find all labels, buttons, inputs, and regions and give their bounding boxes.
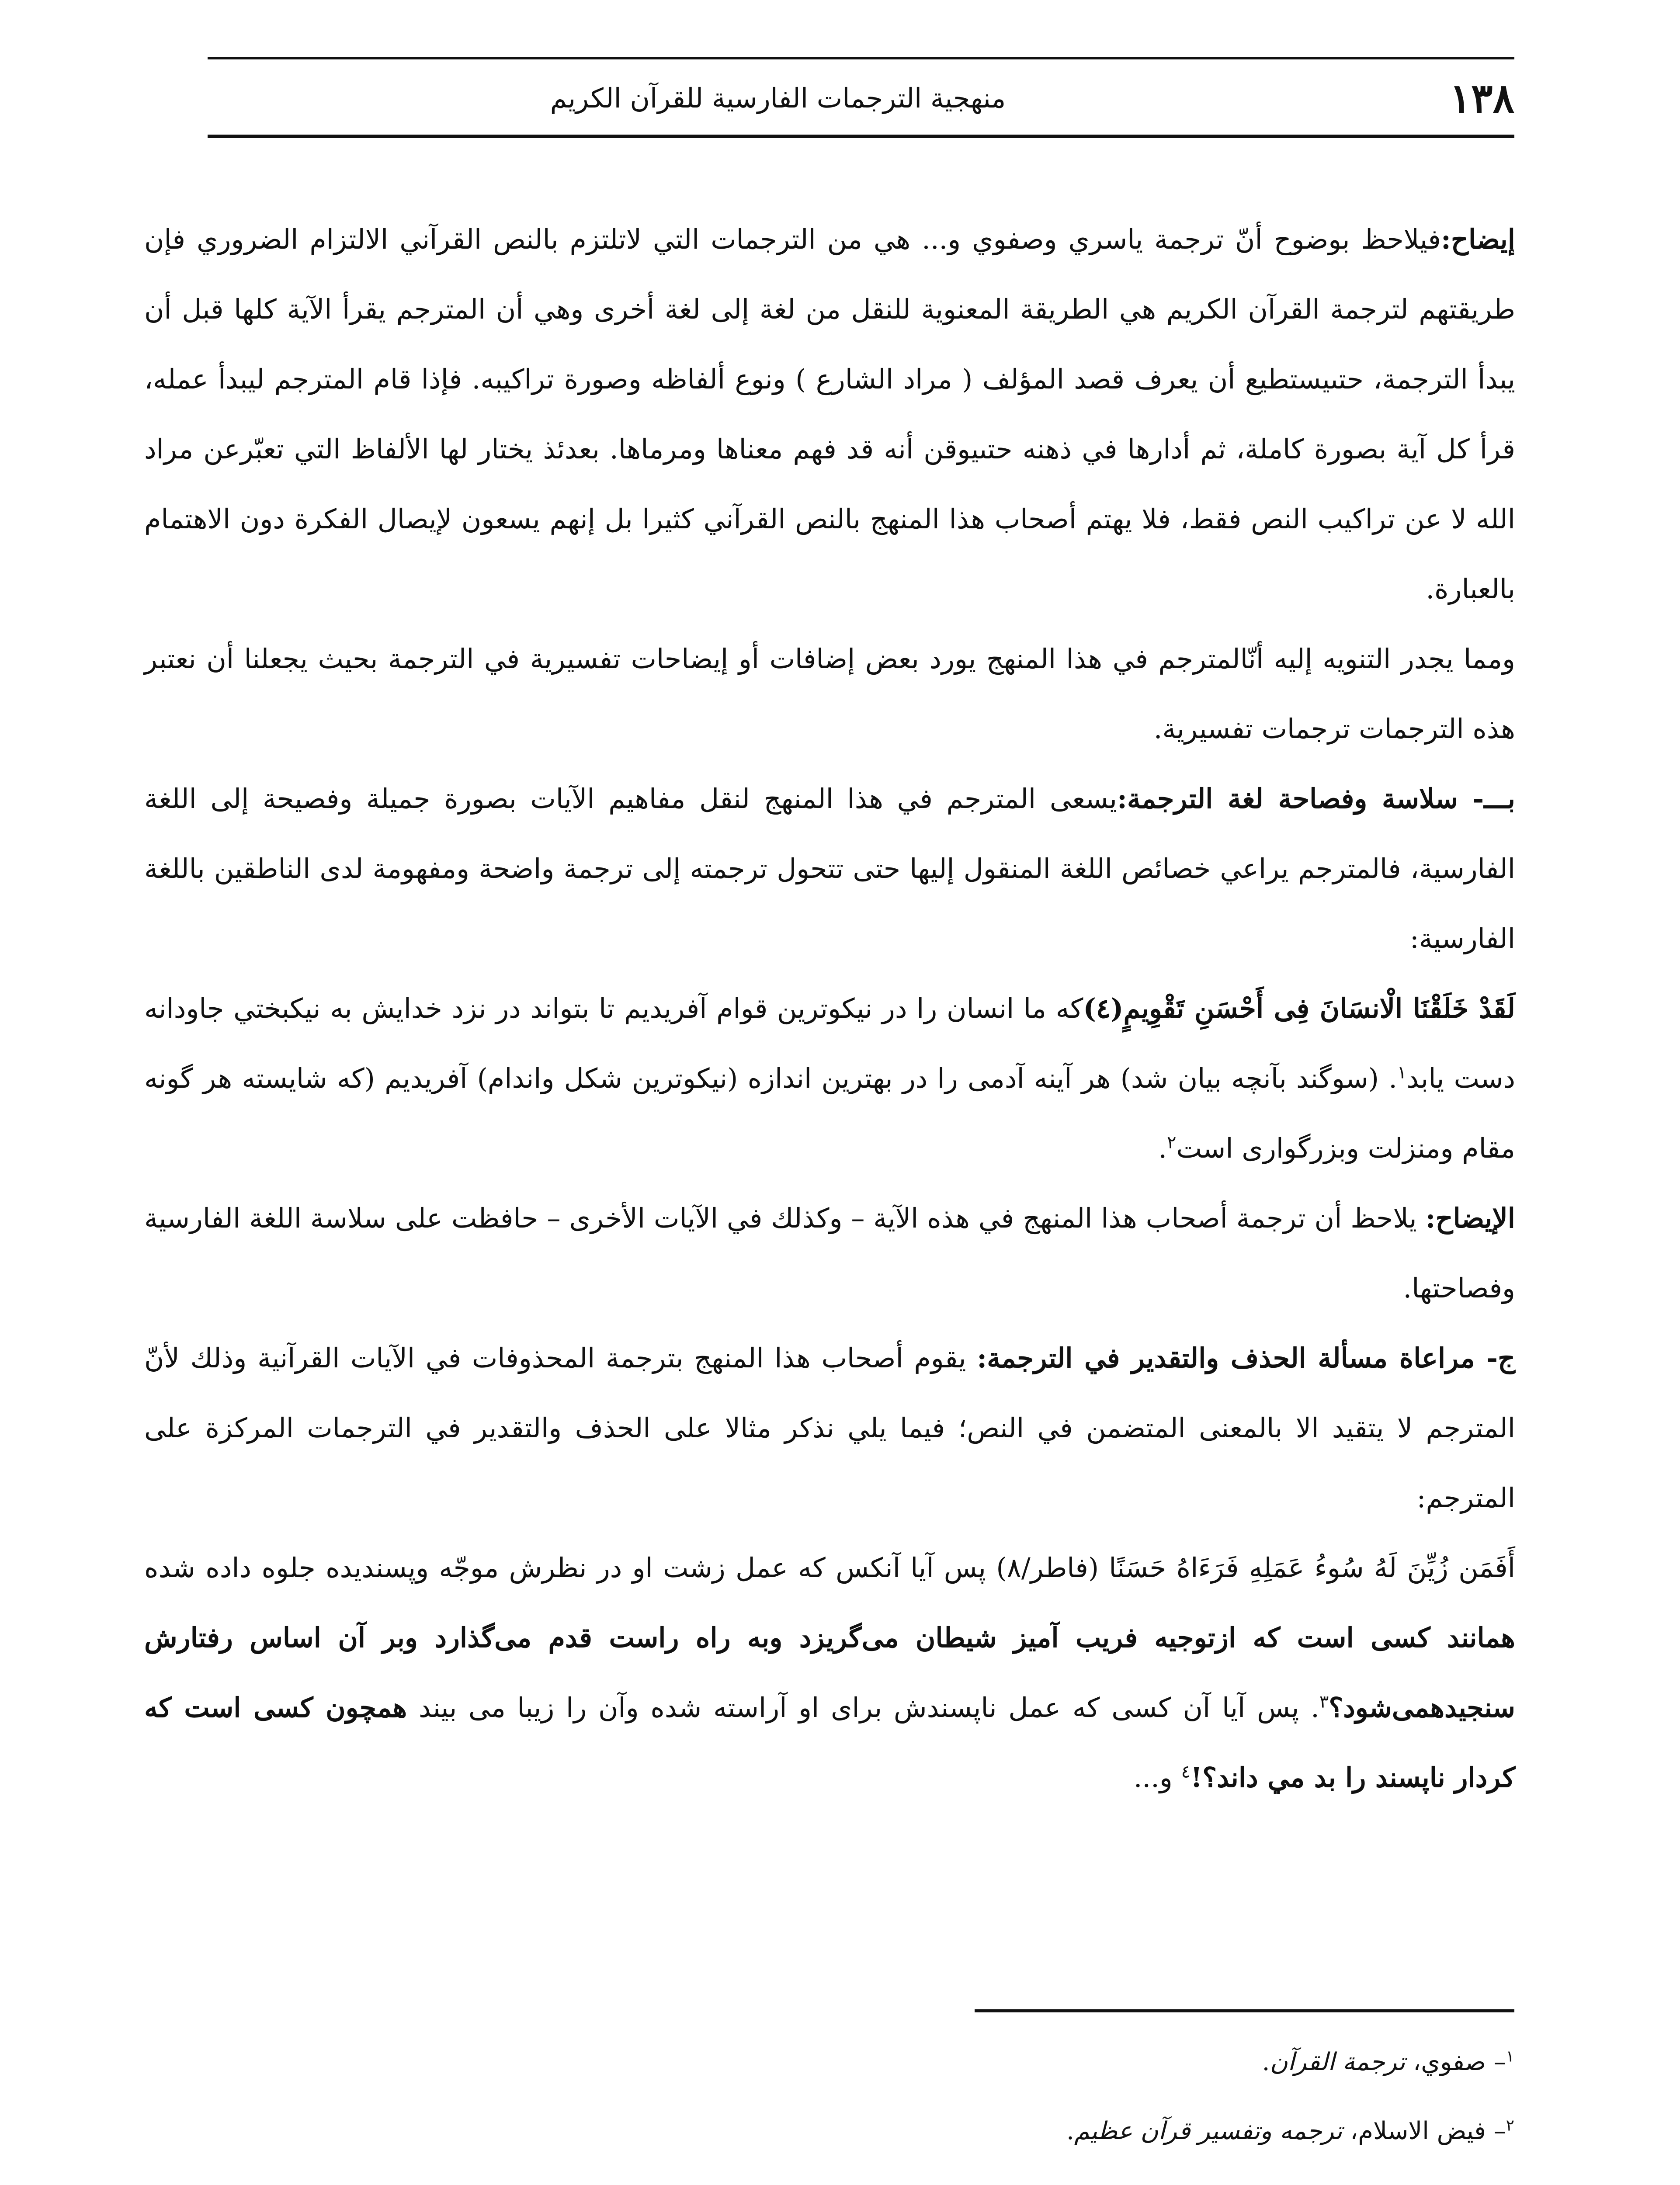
- footnote-author: – صفوي،: [1405, 2048, 1506, 2076]
- footnotes: [524, 2028, 1514, 2185]
- paragraph-explanation: [144, 205, 1515, 624]
- footnote-ref[interactable]: ٤: [1181, 1762, 1191, 1782]
- running-title: منهجية الترجمات الفارسية للقرآن الكريم: [550, 82, 1006, 114]
- paragraph-text: يقوم أصحاب هذا المنهج بترجمة المحذوفات في الآيات القرآنية وذلك لأنّ المترجم لا يتقيد الا بالمعنى المتضمن في النص؛ فيما يلي نذكر مثالا على الحذف والتقدير في الترجمات المركزة على المترجم:: [144, 1342, 1515, 1514]
- translation-bold: همانند كسی است كه ازتوجيه فريب آميز شيطان می‌گريزد وبه راه راست قدم می‌گذارد وبر آن اساس رفتارش سنجيدهمی‌شود؟: [144, 1622, 1515, 1724]
- footnote-author: – فيض الاسلام،: [1342, 2117, 1506, 2145]
- page-number: ١٣٨: [1449, 75, 1514, 122]
- footnote: [524, 2097, 1514, 2166]
- footnote-end: .: [1262, 2048, 1270, 2076]
- footnote-title: ترجمة القرآن: [1270, 2048, 1406, 2076]
- footnote-ref[interactable]: ٢: [1167, 1132, 1177, 1153]
- translation-text: پس آيا آنكس كه عمل زشت او در نظرش موجّه وپسنديده جلوه داده شده: [144, 1552, 996, 1584]
- translation-text: كه ما انسان را در نيكوترين قوام آفريديم تا بتواند در نزد خدايش به نيكبختي جاودانه دست يابد: [144, 992, 1516, 1094]
- footnote: [524, 2028, 1514, 2097]
- paragraph-verse-example-1: [144, 974, 1515, 1183]
- header-bottom-rule: [208, 135, 1514, 138]
- footnote-ref[interactable]: ٣: [1319, 1692, 1329, 1712]
- quran-verse: لَقَدْ خَلَقْنَا الْانسَانَ فِى أَحْسَنِ تَقْوِيمٍ(٤): [1083, 992, 1516, 1024]
- translation-text: .: [1158, 1132, 1167, 1164]
- footnote-end: .: [1066, 2117, 1074, 2145]
- paragraph-text: فيلاحظ بوضوح أنّ ترجمة ياسري وصفوي و... هي من الترجمات التي لاتلتزم بالنص القرآني الالتزام الضروري فإن طريقتهم لترجمة القرآن الكريم هي الطريقة المعنوية للنقل من لغة إلى لغة أخرى وهي أن المترجم يقرأ الآية كلها قبل أن يبدأ الترجمة، حتىيستطيع أن يعرف قصد المؤلف ( مراد الشارع ) ونوع ألفاظه وصورة تراكيبه. فإذا قام المترجم ليبدأ عمله، قرأ كل آية بصورة كاملة، ثم أدارها في ذهنه حتىيوقن أنه قد فهم معناها ومرماها. بعدئذ يختار لها الألفاظ التي تعبّرعن مراد الله لا عن تراكيب النص فقط، فلا يهتم أصحاب هذا المنهج بالنص القرآني كثيرا بل إنهم يسعون لإيصال الفكرة دون الاهتمام بالعبارة.: [144, 223, 1515, 605]
- paragraph-section-b: [144, 764, 1515, 974]
- paragraph-lead: إيضاح:: [1440, 223, 1515, 255]
- body-text: [144, 205, 1515, 1813]
- footnote-ref[interactable]: ١: [1397, 1062, 1407, 1083]
- translation-text: . پس آيا آن كسی كه عمل ناپسندش برای او آراسته شده وآن را زيبا می بيند: [407, 1692, 1319, 1724]
- section-heading: بـــ- سلاسة وفصاحة لغة الترجمة:: [1117, 783, 1515, 815]
- paragraph-lead: الإيضاح:: [1425, 1202, 1515, 1234]
- quran-verse: أَفَمَن زُيِّنَ لَهُ سُوءُ عَمَلِهِ فَرَءَاهُ حَسَنًا (فاطر/٨): [996, 1552, 1515, 1584]
- paragraph-verse-example-2: [144, 1533, 1515, 1813]
- header-top-rule: [208, 57, 1514, 59]
- footnote-title: ترجمه وتفسير قرآن عظيم: [1074, 2117, 1343, 2145]
- section-heading: ج- مراعاة مسألة الحذف والتقدير في الترجمة:: [977, 1342, 1515, 1374]
- paragraph-note: ومما يجدر التنويه إليه أنّالمترجم في هذا المنهج يورد بعض إضافات أو إيضاحات تفسيرية في الترجمة بحيث يجعلنا أن نعتبر هذه الترجمات ترجمات تفسيرية.: [144, 643, 1515, 745]
- paragraph-text: يسعى المترجم في هذا المنهج لنقل مفاهيم الآيات بصورة جميلة وفصيحة إلى اللغة الفارسية، فالمترجم يراعي خصائص اللغة المنقول إليها حتى تتحول ترجمته إلى ترجمة واضحة ومفهومة لدى الناطقين باللغة الفارسية:: [144, 783, 1515, 954]
- footnote-number: ١: [1506, 2047, 1514, 2066]
- translation-text: . (سوگند بآنچه بيان شد) هر آينه آدمی را در بهترين اندازه (نيكوترين شكل واندام) آفريديم (كه شايسته هر گونه مقام ومنزلت وبزرگواری است: [144, 1062, 1515, 1164]
- footnote-rule: [975, 2009, 1514, 2012]
- paragraph-section-c: [144, 1323, 1515, 1533]
- paragraph-text: يلاحظ أن ترجمة أصحاب هذا المنهج في هذه الآية – وكذلك في الآيات الأخرى – حافظت على سلاسة اللغة الفارسية وفصاحتها.: [144, 1202, 1515, 1304]
- footnote: [524, 2166, 1514, 2185]
- translation-bold: همچون كسی است كه كردار ناپسند را بد مي داند؟!: [144, 1692, 1515, 1793]
- paragraph-explanation-2: [144, 1183, 1515, 1323]
- translation-text: و...: [1133, 1762, 1181, 1793]
- footnote-number: ٢: [1506, 2116, 1514, 2135]
